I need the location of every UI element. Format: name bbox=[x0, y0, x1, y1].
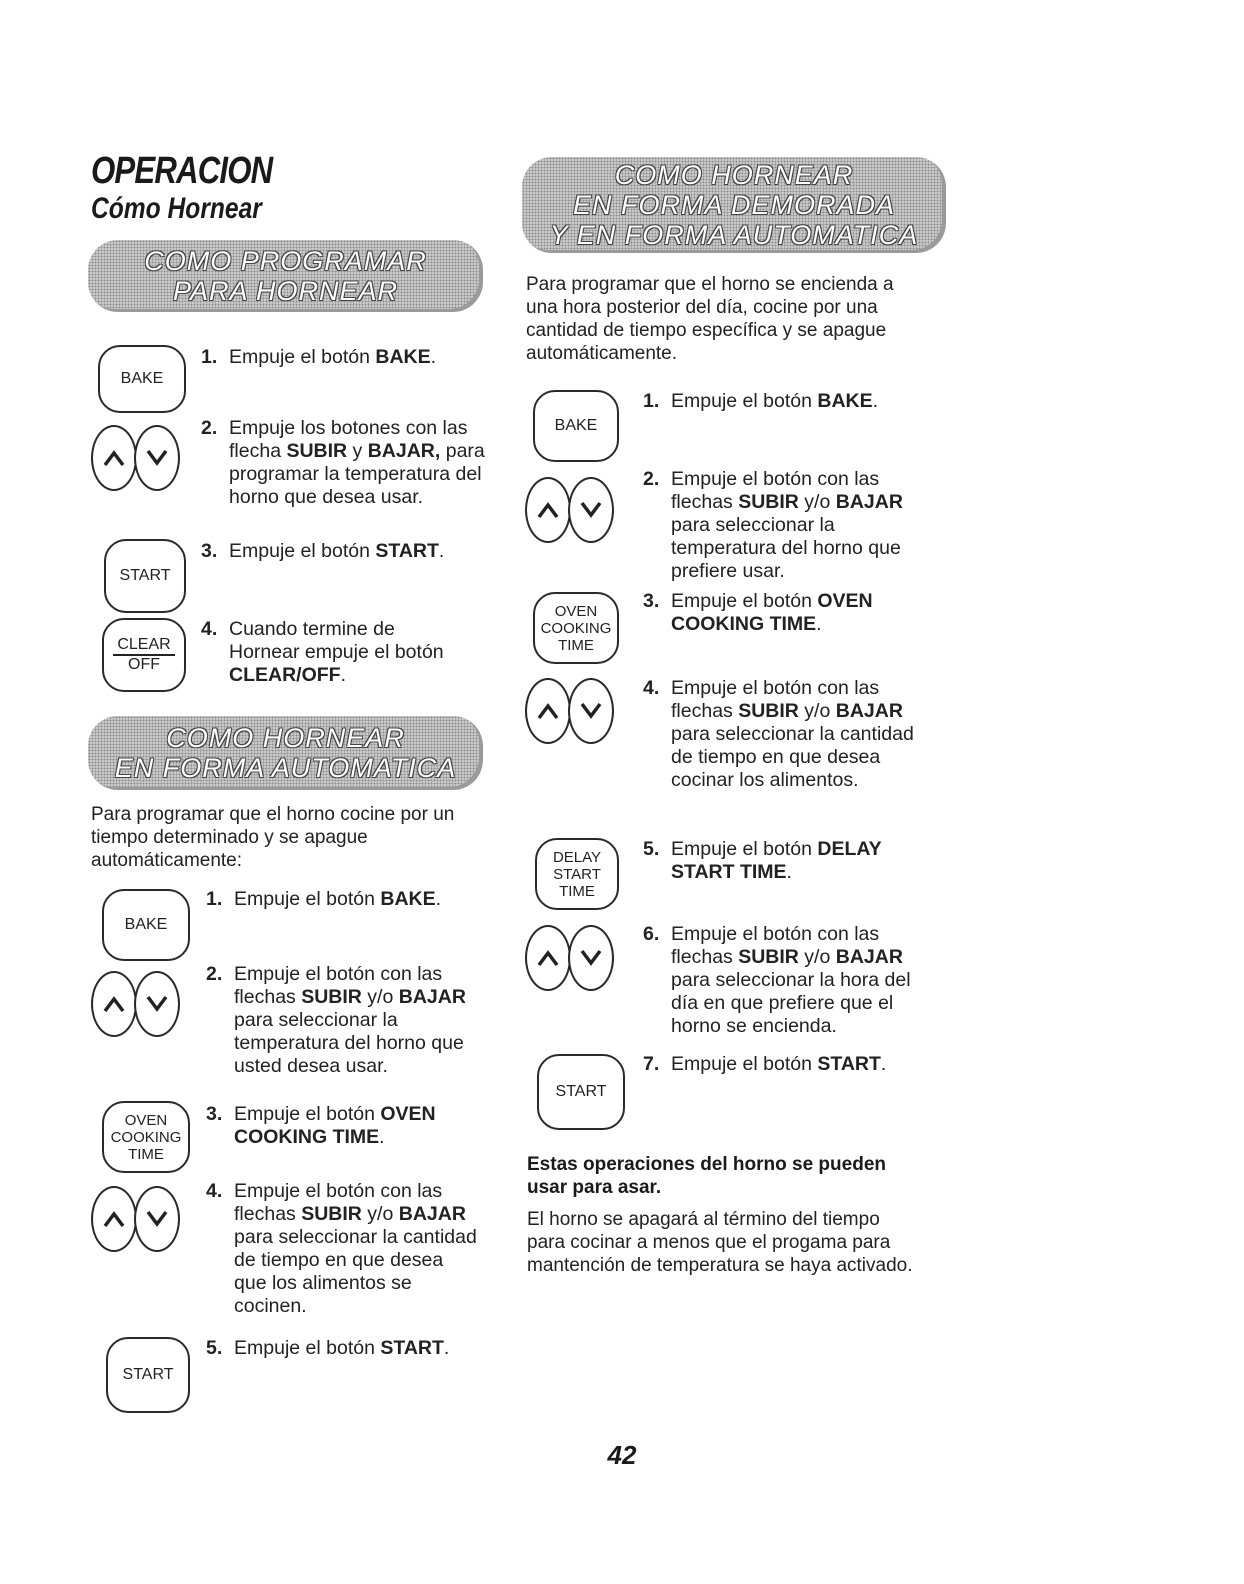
arrow-down-icon bbox=[568, 678, 614, 744]
banner-line: Y EN FORMA AUTOMATICA bbox=[549, 220, 919, 250]
step-item: 2. Empuje los botones con las flecha SUBIR y BAJAR, para programar la temperatura del horno que desea usar. bbox=[201, 417, 485, 508]
arrow-down-icon bbox=[134, 425, 180, 491]
step-item: 5. Empuje el botón START. bbox=[206, 1337, 450, 1359]
step-item: 1. Empuje el botón BAKE. bbox=[201, 346, 437, 368]
up-down-arrows-icon bbox=[91, 971, 177, 1037]
arrow-down-icon bbox=[568, 925, 614, 991]
up-down-arrows-icon bbox=[525, 678, 611, 744]
oven-cooking-time-key-icon: OVEN COOKING TIME bbox=[102, 1101, 190, 1173]
up-down-arrows-icon bbox=[91, 425, 177, 491]
banner-line: PARA HORNEAR bbox=[172, 276, 399, 306]
section2-intro: Para programar que el horno cocine por un tiempo determinado y se apague automáticamente: bbox=[91, 804, 455, 871]
step-item: 4. Cuando termine de Hornear empuje el botón CLEAR/OFF. bbox=[201, 618, 444, 686]
banner-line: COMO PROGRAMAR bbox=[144, 246, 427, 276]
banner-line: COMO HORNEAR bbox=[166, 723, 405, 753]
arrow-down-icon bbox=[134, 971, 180, 1037]
arrow-up-icon bbox=[91, 1186, 137, 1252]
step-item: 3. Empuje el botón OVEN COOKING TIME. bbox=[206, 1103, 436, 1148]
arrow-up-icon bbox=[525, 925, 571, 991]
note-text: El horno se apagará al término del tiempo para cocinar a menos que el progama para mantención de temperatura se haya activado. bbox=[527, 1209, 913, 1276]
start-key-icon: START bbox=[537, 1054, 625, 1130]
arrow-down-icon bbox=[134, 1186, 180, 1252]
clear-off-key-icon: CLEAR OFF bbox=[102, 618, 186, 692]
banner-line: EN FORMA AUTOMATICA bbox=[114, 753, 457, 783]
page-subtitle: Cómo Hornear bbox=[91, 192, 262, 225]
banner-line: COMO HORNEAR bbox=[614, 160, 854, 190]
step-item: 3. Empuje el botón OVEN COOKING TIME. bbox=[643, 590, 873, 635]
banner-como-programar bbox=[88, 240, 483, 312]
step-item: 4. Empuje el botón con las flechas SUBIR y/o BAJAR para seleccionar la cantidad de tiempo en que desea que los alimentos se cocinen. bbox=[206, 1180, 477, 1317]
step-item: 1. Empuje el botón BAKE. bbox=[206, 888, 442, 910]
section3-intro: Para programar que el horno se encienda a una hora posterior del día, cocine por una cantidad de tiempo específica y se apague automáticamente. bbox=[526, 274, 894, 364]
delay-start-time-key-icon: DELAY START TIME bbox=[535, 838, 619, 910]
step-item: 4. Empuje el botón con las flechas SUBIR y/o BAJAR para seleccionar la cantidad de tiempo en que desea cocinar los alimentos. bbox=[643, 677, 914, 791]
step-item: 5. Empuje el botón DELAY START TIME. bbox=[643, 838, 882, 883]
bake-key-icon: BAKE bbox=[98, 345, 186, 413]
up-down-arrows-icon bbox=[91, 1186, 177, 1252]
up-down-arrows-icon bbox=[525, 477, 611, 543]
arrow-up-icon bbox=[91, 425, 137, 491]
bake-key-icon: BAKE bbox=[533, 390, 619, 462]
step-item: 6. Empuje el botón con las flechas SUBIR y/o BAJAR para seleccionar la hora del día en que prefiere que el horno se encienda. bbox=[643, 923, 911, 1037]
start-key-icon: START bbox=[106, 1337, 190, 1413]
note-heading: Estas operaciones del horno se pueden usar para asar. bbox=[527, 1154, 886, 1198]
step-item: 2. Empuje el botón con las flechas SUBIR y/o BAJAR para seleccionar la temperatura del horno que prefiere usar. bbox=[643, 468, 903, 582]
step-item: 7. Empuje el botón START. bbox=[643, 1053, 887, 1075]
arrow-up-icon bbox=[525, 678, 571, 744]
banner-como-hornear-demorada bbox=[522, 157, 946, 253]
arrow-up-icon bbox=[91, 971, 137, 1037]
step-item: 1. Empuje el botón BAKE. bbox=[643, 390, 879, 412]
page-title: OPERACION bbox=[91, 150, 273, 192]
arrow-up-icon bbox=[525, 477, 571, 543]
step-item: 2. Empuje el botón con las flechas SUBIR y/o BAJAR para seleccionar la temperatura del horno que usted desea usar. bbox=[206, 963, 466, 1077]
start-key-icon: START bbox=[104, 539, 186, 613]
bake-key-icon: BAKE bbox=[102, 889, 190, 961]
oven-cooking-time-key-icon: OVEN COOKING TIME bbox=[533, 592, 619, 664]
up-down-arrows-icon bbox=[525, 925, 611, 991]
arrow-down-icon bbox=[568, 477, 614, 543]
step-item: 3. Empuje el botón START. bbox=[201, 540, 445, 562]
banner-line: EN FORMA DEMORADA bbox=[572, 190, 895, 220]
page-number: 42 bbox=[607, 1440, 637, 1470]
banner-como-hornear-automatica bbox=[88, 716, 483, 790]
